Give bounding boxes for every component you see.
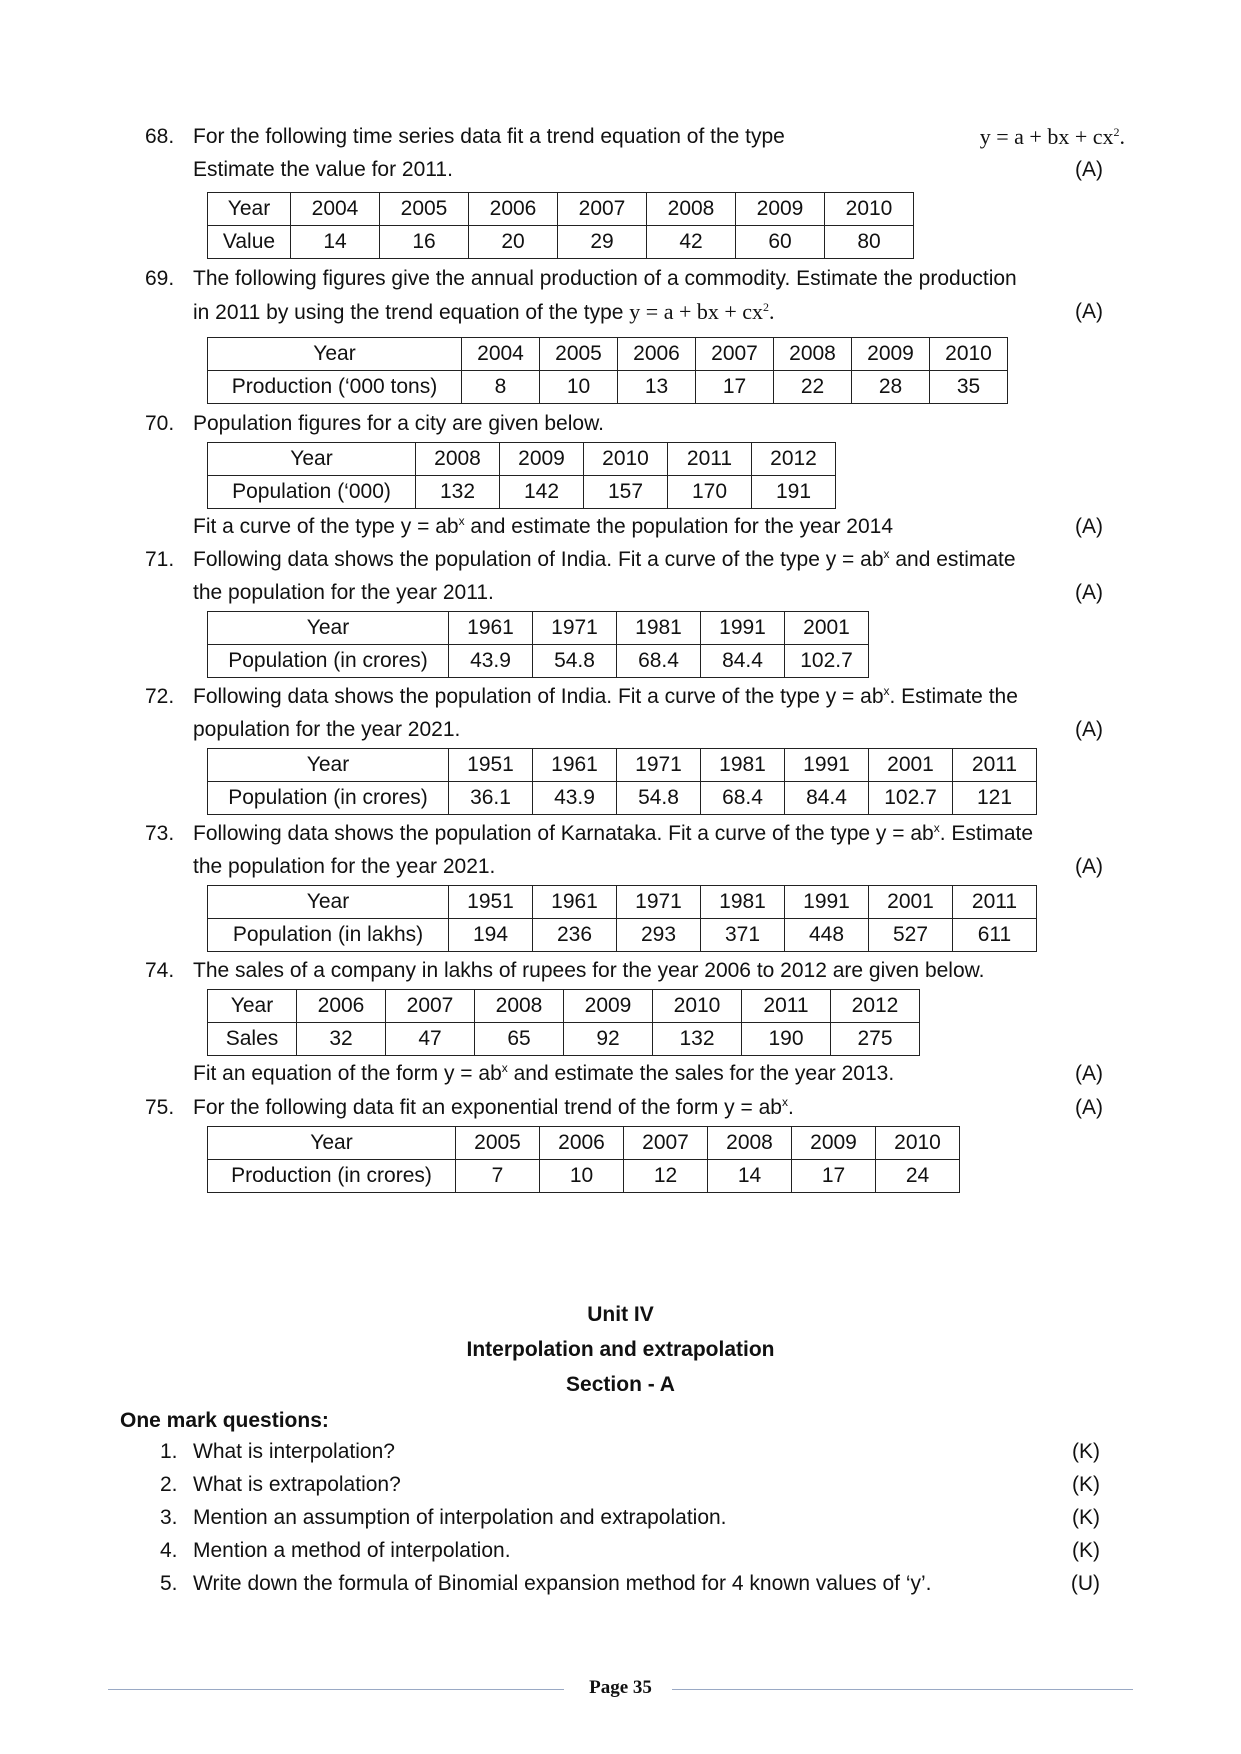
table-cell: 2006 bbox=[297, 990, 386, 1023]
table-cell: 2009 bbox=[852, 338, 930, 371]
table-cell: 448 bbox=[785, 919, 869, 952]
table-header-row bbox=[208, 990, 920, 1023]
question-number: 70. bbox=[145, 412, 175, 435]
table-cell: 142 bbox=[500, 476, 584, 509]
table-header-row bbox=[208, 749, 1037, 782]
table-cell: 2006 bbox=[618, 338, 696, 371]
table-cell: 42 bbox=[647, 226, 736, 259]
table-cell: 92 bbox=[564, 1023, 653, 1056]
question-text: Fit a curve of the type $y = ab^x$ and estimate the population for the year 2014 bbox=[193, 514, 894, 538]
question-number: 69. bbox=[145, 267, 175, 290]
question-text-line bbox=[193, 407, 1125, 440]
question-text: For the following time series data fit a trend equation of the type bbox=[193, 125, 785, 148]
table-cell: 2011 bbox=[668, 443, 752, 476]
table-cell: 32 bbox=[297, 1023, 386, 1056]
row-label-cell: Year bbox=[208, 886, 449, 919]
table-cell: 2012 bbox=[831, 990, 920, 1023]
question-text: The following figures give the annual production of a commodity. Estimate the production bbox=[193, 267, 1017, 290]
item-text: Mention an assumption of interpolation and extrapolation. bbox=[193, 1506, 727, 1529]
question-text-line bbox=[193, 295, 1125, 328]
table-cell: 65 bbox=[475, 1023, 564, 1056]
table-cell: 2010 bbox=[876, 1127, 960, 1160]
question-text-line bbox=[193, 262, 1125, 295]
question-text: Fit an equation of the form $y = ab^x$ and estimate the sales for the year 2013. bbox=[193, 1061, 895, 1085]
table-cell: 2009 bbox=[792, 1127, 876, 1160]
table-cell: 12 bbox=[624, 1160, 708, 1193]
table-cell: 43.9 bbox=[533, 782, 617, 815]
mark-label: (A) bbox=[1075, 300, 1103, 323]
question-68 bbox=[145, 120, 1125, 186]
table-cell: 29 bbox=[558, 226, 647, 259]
table-cell: 35 bbox=[930, 371, 1008, 404]
table-cell: 10 bbox=[540, 371, 618, 404]
table-cell: 1961 bbox=[533, 886, 617, 919]
table-cell: 2010 bbox=[930, 338, 1008, 371]
table-cell: 194 bbox=[449, 919, 533, 952]
question-text-line bbox=[193, 680, 1125, 713]
data-table bbox=[207, 611, 869, 678]
one-mark-heading: One mark questions: bbox=[120, 1409, 329, 1432]
table-cell: 2007 bbox=[696, 338, 774, 371]
question-text: Following data shows the population of Karnataka. Fit a curve of the type $y = ab^x$. Estimate bbox=[193, 821, 1034, 845]
question-72 bbox=[145, 680, 1125, 746]
table-cell: 1991 bbox=[785, 749, 869, 782]
table-cell: 2006 bbox=[469, 193, 558, 226]
table-cell: 2008 bbox=[647, 193, 736, 226]
table-cell: 8 bbox=[462, 371, 540, 404]
question-text: population for the year 2021. bbox=[193, 718, 461, 741]
data-table bbox=[207, 885, 1037, 952]
table-row bbox=[208, 1160, 960, 1193]
table-cell: 10 bbox=[540, 1160, 624, 1193]
mark-label: (K) bbox=[1072, 1506, 1100, 1529]
item-number: 3. bbox=[160, 1506, 178, 1529]
table-cell: 2005 bbox=[540, 338, 618, 371]
table-cell: 47 bbox=[386, 1023, 475, 1056]
row-label-cell: Year bbox=[208, 1127, 456, 1160]
question-text-line bbox=[193, 120, 1125, 153]
table-cell: 1991 bbox=[701, 612, 785, 645]
table-cell: 2009 bbox=[500, 443, 584, 476]
table-cell: 236 bbox=[533, 919, 617, 952]
table-cell: 84.4 bbox=[701, 645, 785, 678]
table-cell: 611 bbox=[953, 919, 1037, 952]
table-cell: 170 bbox=[668, 476, 752, 509]
table-cell: 17 bbox=[696, 371, 774, 404]
table-cell: 2012 bbox=[752, 443, 836, 476]
table-cell: 80 bbox=[825, 226, 914, 259]
data-table bbox=[207, 442, 836, 509]
section-title: Section - A bbox=[566, 1373, 675, 1396]
table-header-row bbox=[208, 338, 1008, 371]
row-label-cell: Population (in crores) bbox=[208, 782, 449, 815]
question-text: in 2011 by using the trend equation of the type bbox=[193, 301, 624, 324]
table-cell: 20 bbox=[469, 226, 558, 259]
question-text-line bbox=[193, 1091, 1125, 1124]
table-cell: 2011 bbox=[742, 990, 831, 1023]
list-item bbox=[160, 1572, 1100, 1605]
table-cell: 191 bbox=[752, 476, 836, 509]
table-cell: 2009 bbox=[564, 990, 653, 1023]
question-number: 72. bbox=[145, 685, 175, 708]
table-cell: 2011 bbox=[953, 749, 1037, 782]
item-text: Mention a method of interpolation. bbox=[193, 1539, 511, 1562]
table-cell: 527 bbox=[869, 919, 953, 952]
item-number: 5. bbox=[160, 1572, 178, 1595]
row-label-cell: Value bbox=[208, 226, 291, 259]
question-text: Following data shows the population of India. Fit a curve of the type $y = ab^x$ and estimate bbox=[193, 547, 1016, 571]
table-cell: 1951 bbox=[449, 886, 533, 919]
table-cell: 68.4 bbox=[701, 782, 785, 815]
table-cell: 2010 bbox=[653, 990, 742, 1023]
mark-label: (K) bbox=[1072, 1440, 1100, 1463]
question-text: For the following data fit an exponential trend of the form $y = ab^x$. bbox=[193, 1095, 794, 1119]
table-cell: 2005 bbox=[380, 193, 469, 226]
mark-label: (A) bbox=[1075, 855, 1103, 878]
question-number: 71. bbox=[145, 548, 175, 571]
question-73 bbox=[145, 817, 1125, 883]
question-text: The sales of a company in lakhs of rupees for the year 2006 to 2012 are given below. bbox=[193, 959, 985, 982]
table-cell: 2001 bbox=[869, 749, 953, 782]
row-label-cell: Year bbox=[208, 443, 416, 476]
question-text: Population figures for a city are given below. bbox=[193, 412, 604, 435]
table-cell: 7 bbox=[456, 1160, 540, 1193]
question-text-line bbox=[193, 850, 1125, 883]
table-cell: 2008 bbox=[475, 990, 564, 1023]
table-cell: 1981 bbox=[617, 612, 701, 645]
equation: y = a + bx + $cx^2$. bbox=[629, 299, 775, 324]
item-text: Write down the formula of Binomial expansion method for 4 known values of ‘y’. bbox=[193, 1572, 932, 1595]
table-cell: 1991 bbox=[785, 886, 869, 919]
table-cell: 190 bbox=[742, 1023, 831, 1056]
row-label-cell: Year bbox=[208, 990, 297, 1023]
unit-subtitle: Interpolation and extrapolation bbox=[466, 1338, 775, 1361]
item-number: 2. bbox=[160, 1473, 178, 1496]
table-cell: 54.8 bbox=[533, 645, 617, 678]
table-cell: 2005 bbox=[456, 1127, 540, 1160]
mark-label: (K) bbox=[1072, 1473, 1100, 1496]
page-number: Page 35 bbox=[589, 1677, 652, 1698]
table-cell: 2008 bbox=[708, 1127, 792, 1160]
mark-label: (A) bbox=[1075, 158, 1103, 181]
table-cell: 2010 bbox=[825, 193, 914, 226]
equation: y = a + bx + $cx^2$. bbox=[979, 124, 1125, 149]
table-cell: 157 bbox=[584, 476, 668, 509]
row-label-cell: Population (‘000) bbox=[208, 476, 416, 509]
table-cell: 2006 bbox=[540, 1127, 624, 1160]
question-number: 68. bbox=[145, 125, 175, 148]
table-cell: 2008 bbox=[416, 443, 500, 476]
mark-label: (A) bbox=[1075, 515, 1103, 538]
question-text: Following data shows the population of India. Fit a curve of the type $y = ab^x$. Estimate the bbox=[193, 684, 1018, 708]
question-71 bbox=[145, 543, 1125, 609]
mark-label: (A) bbox=[1075, 1096, 1103, 1119]
table-cell: 2007 bbox=[386, 990, 475, 1023]
list-item bbox=[160, 1440, 1100, 1473]
table-cell: 121 bbox=[953, 782, 1037, 815]
question-text-line bbox=[193, 510, 1125, 543]
table-cell: 1951 bbox=[449, 749, 533, 782]
question-70-continued bbox=[145, 510, 1125, 543]
mark-label: (K) bbox=[1072, 1539, 1100, 1562]
table-row bbox=[208, 226, 914, 259]
row-label-cell: Sales bbox=[208, 1023, 297, 1056]
table-cell: 54.8 bbox=[617, 782, 701, 815]
question-number: 73. bbox=[145, 822, 175, 845]
list-item bbox=[160, 1473, 1100, 1506]
mark-label: (A) bbox=[1075, 1062, 1103, 1085]
table-cell: 1981 bbox=[701, 749, 785, 782]
table-cell: 132 bbox=[653, 1023, 742, 1056]
table-header-row bbox=[208, 443, 836, 476]
table-cell: 371 bbox=[701, 919, 785, 952]
table-row bbox=[208, 1023, 920, 1056]
table-cell: 13 bbox=[618, 371, 696, 404]
list-item bbox=[160, 1506, 1100, 1539]
table-cell: 132 bbox=[416, 476, 500, 509]
table-cell: 1971 bbox=[617, 749, 701, 782]
question-text: the population for the year 2011. bbox=[193, 581, 494, 604]
table-row bbox=[208, 371, 1008, 404]
table-cell: 28 bbox=[852, 371, 930, 404]
data-table bbox=[207, 1126, 960, 1193]
table-cell: 43.9 bbox=[449, 645, 533, 678]
table-row bbox=[208, 476, 836, 509]
table-cell: 293 bbox=[617, 919, 701, 952]
row-label-cell: Year bbox=[208, 193, 291, 226]
table-cell: 1961 bbox=[533, 749, 617, 782]
question-text-line bbox=[193, 576, 1125, 609]
table-cell: 102.7 bbox=[869, 782, 953, 815]
question-number: 75. bbox=[145, 1096, 175, 1119]
row-label-cell: Year bbox=[208, 612, 449, 645]
question-text: Estimate the value for 2011. bbox=[193, 158, 453, 181]
table-cell: 2010 bbox=[584, 443, 668, 476]
row-label-cell: Year bbox=[208, 749, 449, 782]
table-cell: 14 bbox=[708, 1160, 792, 1193]
table-cell: 22 bbox=[774, 371, 852, 404]
data-table bbox=[207, 337, 1008, 404]
table-cell: 2007 bbox=[558, 193, 647, 226]
table-cell: 1971 bbox=[533, 612, 617, 645]
table-cell: 1971 bbox=[617, 886, 701, 919]
table-header-row bbox=[208, 612, 869, 645]
question-text-line bbox=[193, 153, 1125, 186]
question-text-line bbox=[193, 817, 1125, 850]
question-text-line bbox=[193, 954, 1125, 987]
question-74-continued bbox=[145, 1057, 1125, 1090]
table-header-row bbox=[208, 1127, 960, 1160]
data-table bbox=[207, 192, 914, 259]
question-70 bbox=[145, 407, 1125, 440]
question-69 bbox=[145, 262, 1125, 328]
mark-label: (A) bbox=[1075, 581, 1103, 604]
list-item bbox=[160, 1539, 1100, 1572]
table-cell: 24 bbox=[876, 1160, 960, 1193]
question-text-line bbox=[193, 713, 1125, 746]
table-cell: 16 bbox=[380, 226, 469, 259]
table-row bbox=[208, 782, 1037, 815]
data-table bbox=[207, 989, 920, 1056]
unit-title: Unit IV bbox=[587, 1303, 654, 1326]
item-number: 4. bbox=[160, 1539, 178, 1562]
item-text: What is interpolation? bbox=[193, 1440, 395, 1463]
data-table bbox=[207, 748, 1037, 815]
table-cell: 275 bbox=[831, 1023, 920, 1056]
question-74 bbox=[145, 954, 1125, 987]
table-cell: 14 bbox=[291, 226, 380, 259]
mark-label: (U) bbox=[1070, 1572, 1100, 1595]
row-label-cell: Population (in lakhs) bbox=[208, 919, 449, 952]
row-label-cell: Year bbox=[208, 338, 462, 371]
table-header-row bbox=[208, 886, 1037, 919]
table-cell: 2009 bbox=[736, 193, 825, 226]
table-cell: 2007 bbox=[624, 1127, 708, 1160]
item-number: 1. bbox=[160, 1440, 178, 1463]
table-cell: 2001 bbox=[869, 886, 953, 919]
question-text-line bbox=[193, 1057, 1125, 1090]
table-cell: 36.1 bbox=[449, 782, 533, 815]
question-number: 74. bbox=[145, 959, 175, 982]
table-cell: 60 bbox=[736, 226, 825, 259]
question-75 bbox=[145, 1091, 1125, 1124]
table-cell: 84.4 bbox=[785, 782, 869, 815]
table-cell: 102.7 bbox=[785, 645, 869, 678]
table-row bbox=[208, 919, 1037, 952]
row-label-cell: Production (‘000 tons) bbox=[208, 371, 462, 404]
table-cell: 2001 bbox=[785, 612, 869, 645]
question-text: the population for the year 2021. bbox=[193, 855, 496, 878]
row-label-cell: Population (in crores) bbox=[208, 645, 449, 678]
item-text: What is extrapolation? bbox=[193, 1473, 401, 1496]
table-row bbox=[208, 645, 869, 678]
row-label-cell: Production (in crores) bbox=[208, 1160, 456, 1193]
table-cell: 1961 bbox=[449, 612, 533, 645]
table-cell: 2004 bbox=[462, 338, 540, 371]
table-header-row bbox=[208, 193, 914, 226]
table-cell: 2011 bbox=[953, 886, 1037, 919]
table-cell: 68.4 bbox=[617, 645, 701, 678]
mark-label: (A) bbox=[1075, 718, 1103, 741]
question-text-line bbox=[193, 543, 1125, 576]
table-cell: 2004 bbox=[291, 193, 380, 226]
table-cell: 2008 bbox=[774, 338, 852, 371]
table-cell: 1981 bbox=[701, 886, 785, 919]
table-cell: 17 bbox=[792, 1160, 876, 1193]
